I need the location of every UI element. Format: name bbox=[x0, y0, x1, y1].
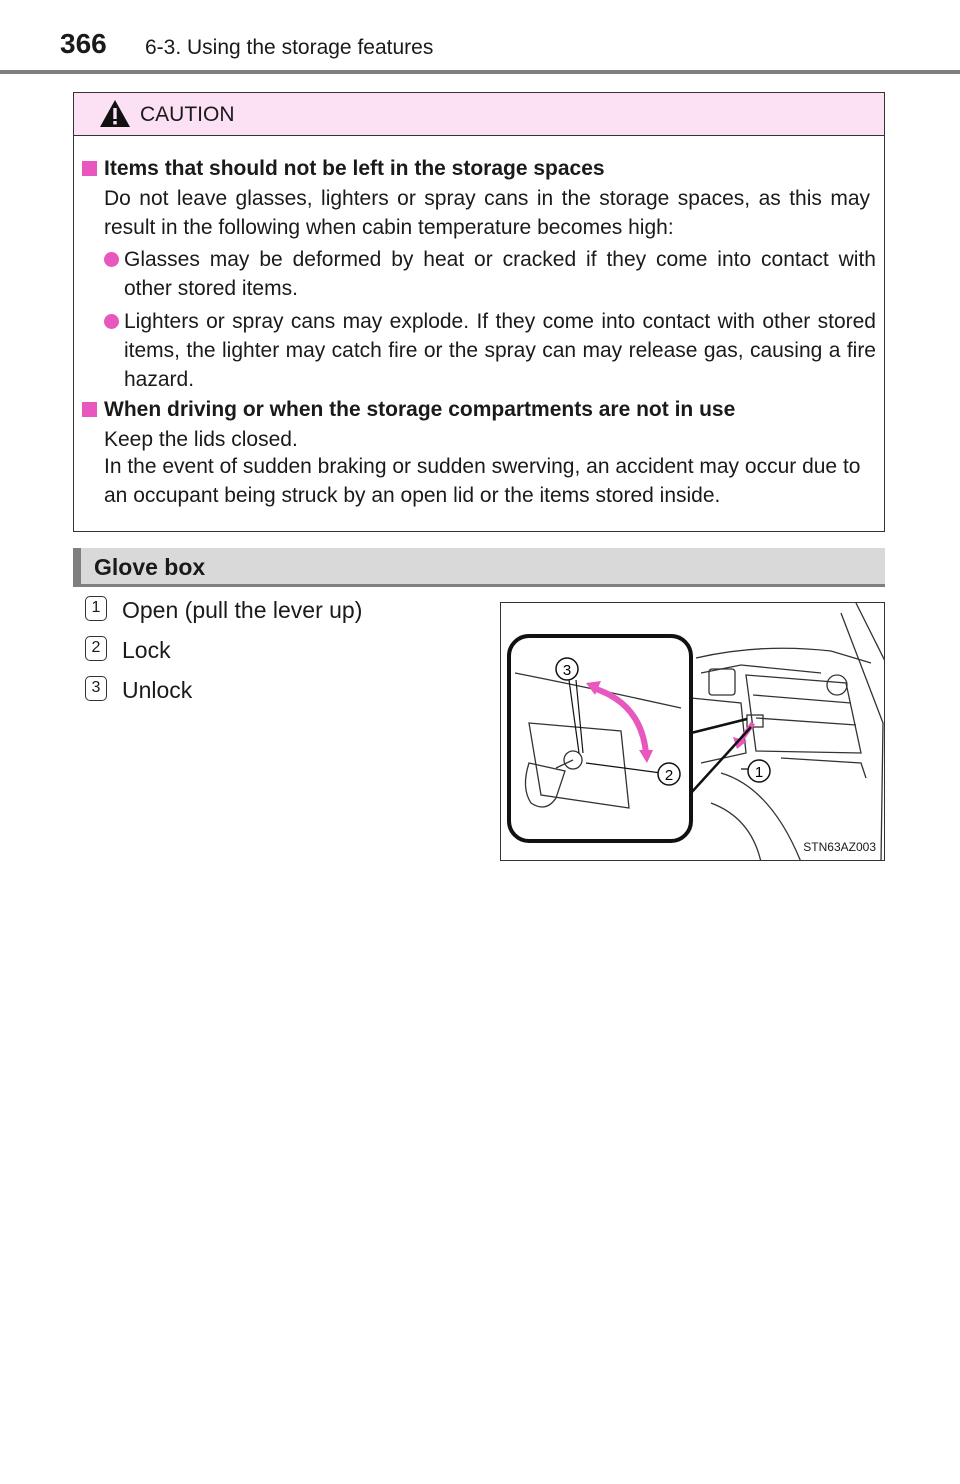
caution-label: CAUTION bbox=[140, 103, 235, 126]
warning-icon bbox=[98, 98, 132, 130]
caution-line-lids: Keep the lids closed. bbox=[104, 428, 298, 451]
callout-2: 2 bbox=[664, 767, 674, 784]
step-label-open: Open (pull the lever up) bbox=[122, 597, 363, 623]
glove-box-drawing bbox=[501, 603, 885, 861]
caution-body-storage: Do not leave glasses, lighters or spray cans in the storage spaces, as this may result in the following when cabin temperature becomes high: bbox=[104, 187, 870, 239]
caution-bullet-lighters: Lighters or spray cans may explode. If they come into contact with other stored items, the lighter may catch fire or the spray can may release gas, causing a fire hazard. bbox=[124, 310, 876, 391]
step-number-3: 3 bbox=[85, 676, 107, 701]
section-square-marker bbox=[82, 402, 97, 417]
caution-heading-storage: Items that should not be left in the storage spaces bbox=[104, 157, 605, 180]
step-number-1: 1 bbox=[85, 596, 107, 621]
callout-1: 1 bbox=[754, 764, 764, 781]
section-title: 6-3. Using the storage features bbox=[145, 36, 434, 59]
callout-3: 3 bbox=[562, 662, 572, 679]
caution-line-event: In the event of sudden braking or sudden swerving, an accident may occur due to an occupant being struck by an open lid or the items stored inside. bbox=[104, 455, 861, 507]
figure-code: STN63AZ003 bbox=[803, 840, 876, 854]
section-square-marker bbox=[82, 161, 97, 176]
page-header bbox=[0, 0, 960, 76]
header-rule bbox=[0, 70, 960, 74]
caution-bullet-glasses: Glasses may be deformed by heat or cracked if they come into contact with other stored items. bbox=[124, 248, 876, 300]
glove-box-title: Glove box bbox=[94, 554, 206, 580]
step-label-unlock: Unlock bbox=[122, 677, 193, 703]
step-number-2: 2 bbox=[85, 636, 107, 661]
heading-accent bbox=[73, 548, 81, 586]
caution-header bbox=[74, 93, 884, 136]
bullet-dot bbox=[104, 314, 119, 329]
step-label-lock: Lock bbox=[122, 637, 171, 663]
page-number: 366 bbox=[60, 28, 107, 59]
heading-rule bbox=[73, 584, 885, 587]
bullet-dot bbox=[104, 252, 119, 267]
caution-heading-driving: When driving or when the storage compartments are not in use bbox=[104, 398, 736, 421]
glove-box-illustration bbox=[500, 602, 885, 861]
